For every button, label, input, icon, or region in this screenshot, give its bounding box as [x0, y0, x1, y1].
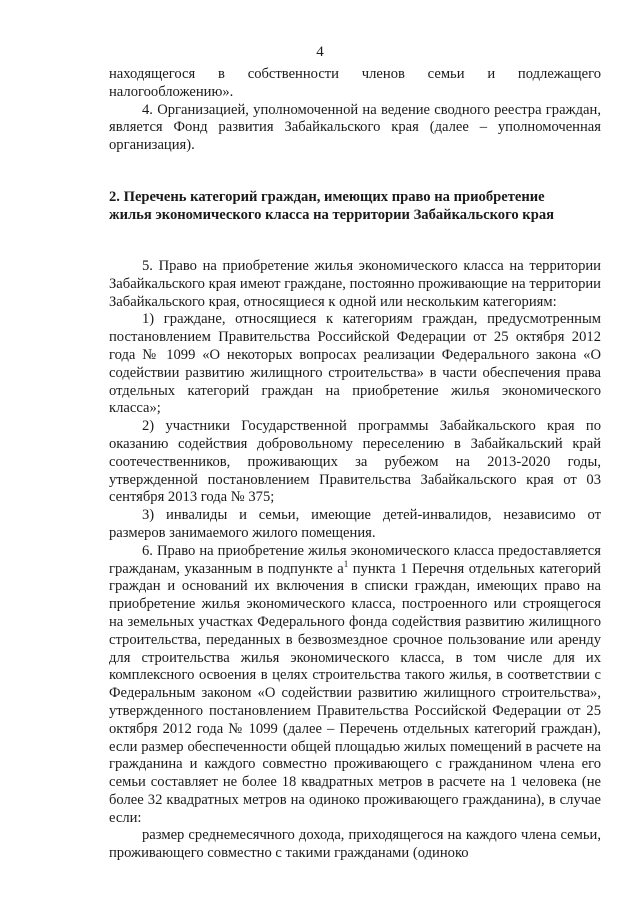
- list-item-2: 2) участники Государственной программы Забайкальского края по оказанию содействия добровольному переселению в Забайкальский край соотечественников, проживающих за рубежом на 2013-2020 годы, утвержденной постановлением Правительства Забайкальского края от 03 сентября 2013 года № 375;: [109, 418, 601, 506]
- continuation-line-2: налогообложению».: [109, 83, 234, 100]
- paragraph-7: размер среднемесячного дохода, приходящегося на каждого члена семьи, проживающего совместно с такими гражданами (одиноко: [109, 827, 601, 862]
- paragraph-6: [109, 543, 601, 828]
- section-heading-line-2: жилья экономического класса на территории Забайкальского края: [109, 206, 555, 223]
- document-body: [109, 66, 601, 863]
- page-number: 4: [316, 44, 324, 60]
- paragraph-6-start: 6. Право на приобретение жилья экономического класса предоставляется гражданам, указанным в подпункте а: [109, 542, 601, 577]
- list-item-1: 1) граждане, относящиеся к категориям граждан, предусмотренным постановлением Правительства Российской Федерации от 25 октября 2012 года № 1099 «О некоторых вопросах реализации Федерального закона «О содействии развитию жилищного строительства» в части обеспечения права отдельных категорий граждан на приобретение жилья экономического класса»;: [109, 311, 601, 417]
- continuation-line-1: находящегося в собственности членов семьи и подлежащего: [109, 66, 601, 82]
- paragraph-4: 4. Организацией, уполномоченной на ведение сводного реестра граждан, является Фонд развития Забайкальского края (далее – уполномоченная организация).: [109, 101, 601, 154]
- footnote-superscript: 1: [343, 558, 349, 569]
- section-heading: [109, 188, 601, 224]
- paragraph-6-rest: пункта 1 Перечня отдельных категорий граждан и оснований их включения в списки граждан, имеющих право на приобретение жилья экономического класса, построенного или строящегося на земельных участках Федерального фонда содействия развитию жилищного строительства, переданных в безвозмездное срочное пользование или аренду для строительства жилья экономического класса, в том числе для их комплексного освоения в целях строительства такого жилья, в соответствии с Федеральным законом «О содействии развитию жилищного строительства», утвержденного постановлением Правительства Российской Федерации от 25 октября 2012 года № 1099 (далее – Перечень отдельных категорий граждан), если размер обеспеченности общей площадью жилых помещений в расчете на гражданина и каждого совместно проживающего с гражданином члена его семьи составляет не более 18 квадратных метров в расчете на 1 человека (не более 32 квадратных метров на одиноко проживающего гражданина), в случае если:: [109, 560, 601, 826]
- list-item-3: 3) инвалиды и семьи, имеющие детей-инвалидов, независимо от размеров занимаемого жилого помещения.: [109, 507, 601, 541]
- section-heading-line-1: 2. Перечень категорий граждан, имеющих право на приобретение: [109, 188, 545, 205]
- paragraph-5: 5. Право на приобретение жилья экономического класса на территории Забайкальского края имеют граждане, постоянно проживающие на территории Забайкальского края, относящиеся к одной или нескольким категориям:: [109, 257, 601, 310]
